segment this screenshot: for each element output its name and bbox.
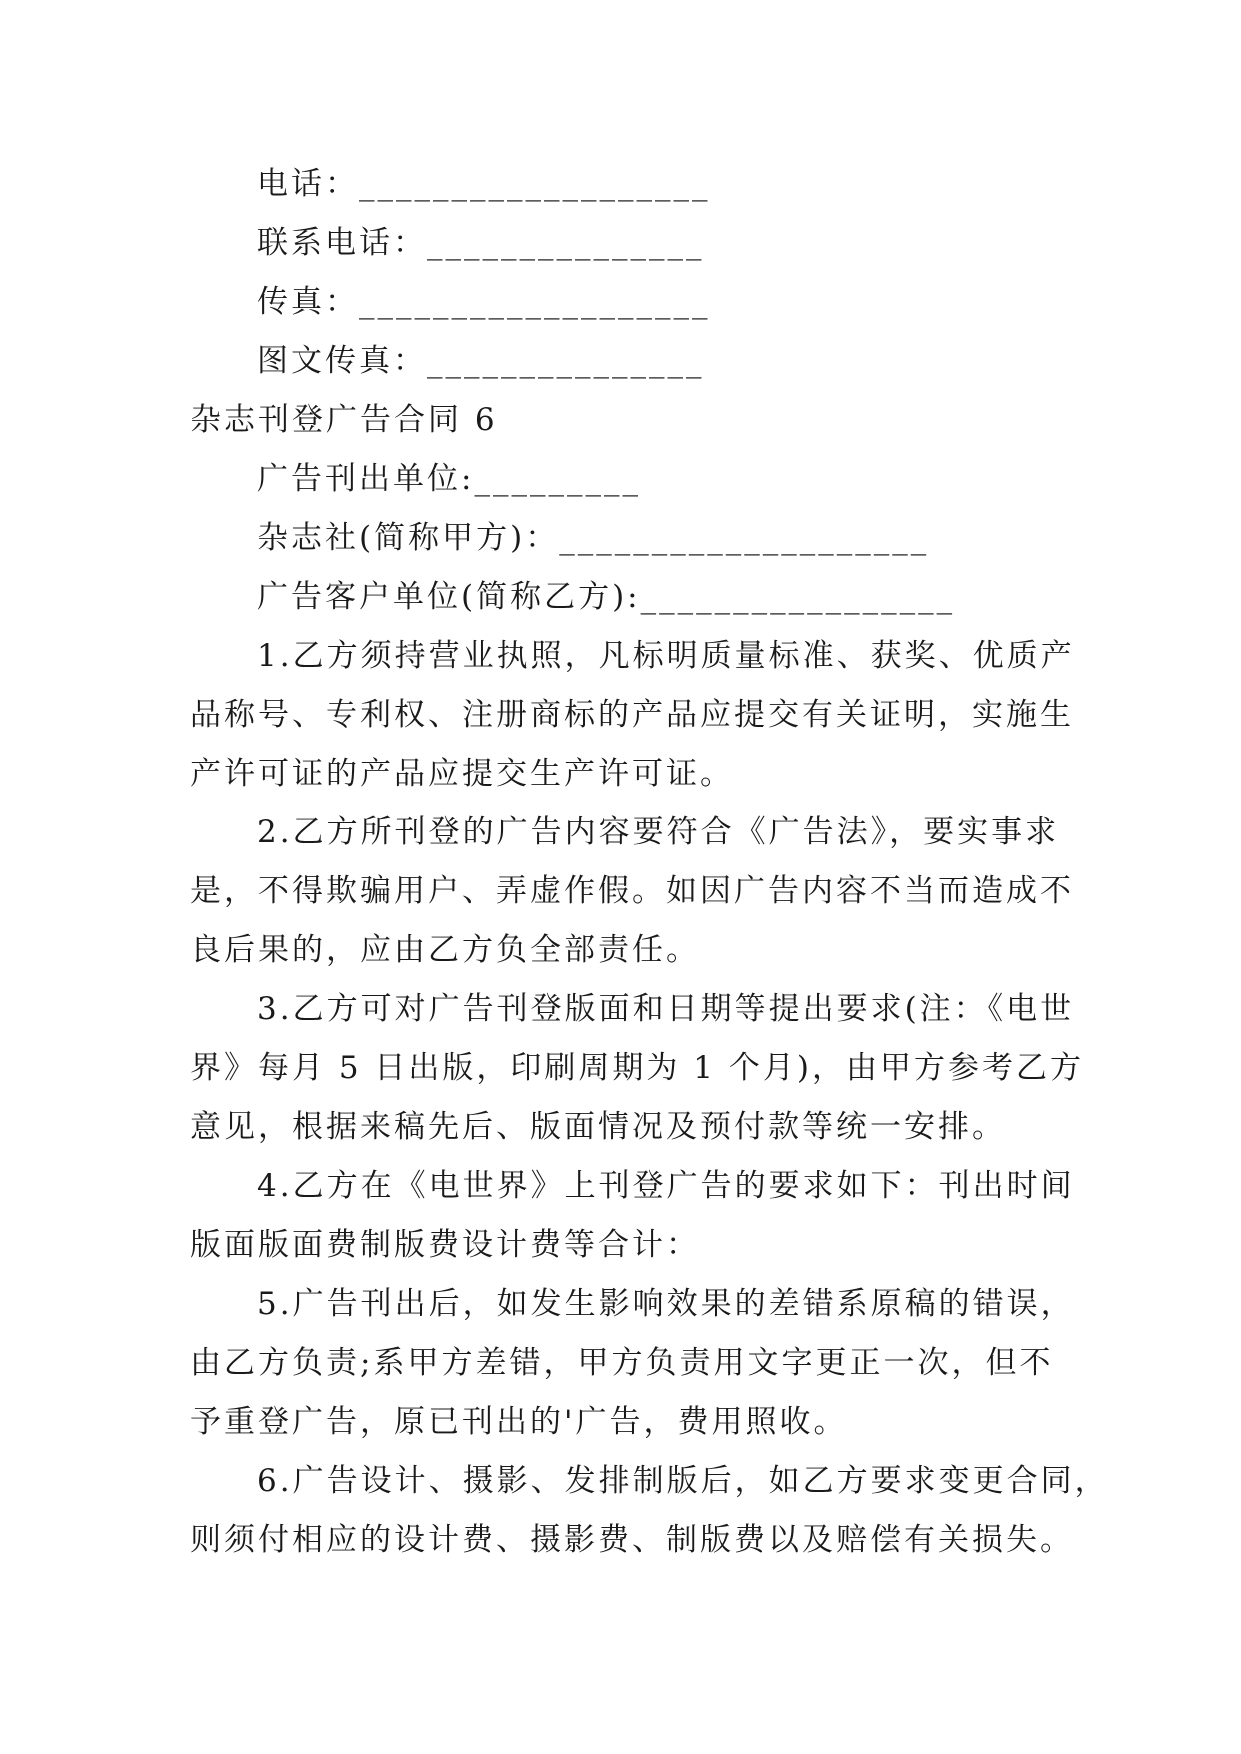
section-title: 杂志刊登广告合同 6 [190, 402, 498, 438]
clause-5-line-1: 5.广告刊出后，如发生影响效果的差错系原稿的错误， [257, 1286, 1075, 1322]
clause-4-line-2: 版面版面费制版费设计费等合计： [190, 1227, 700, 1263]
contact-phone-field: 联系电话：_______________ [257, 225, 705, 261]
clause-6-line-1: 6.广告设计、摄影、发排制版后，如乙方要求变更合同， [257, 1463, 1109, 1499]
clause-1-line-1: 1.乙方须持营业执照，凡标明质量标准、获奖、优质产 [257, 638, 1075, 674]
clause-3-line-1: 3.乙方可对广告刊登版面和日期等提出要求(注：《电世 [257, 991, 1075, 1027]
clause-6-line-2: 则须付相应的设计费、摄影费、制版费以及赔偿有关损失。 [190, 1522, 1074, 1558]
image-fax-field: 图文传真：_______________ [257, 343, 705, 379]
clause-1-line-3: 产许可证的产品应提交生产许可证。 [190, 756, 734, 792]
publisher-unit-field: 广告刊出单位:_________ [257, 461, 641, 497]
party-a-field: 杂志社(简称甲方)：____________________ [257, 520, 930, 556]
clause-2-line-2: 是，不得欺骗用户、弄虚作假。如因广告内容不当而造成不 [190, 873, 1074, 909]
clause-3-line-3: 意见，根据来稿先后、版面情况及预付款等统一安排。 [190, 1109, 1006, 1145]
clause-3-line-2: 界》每月 5 日出版，印刷周期为 1 个月)，由甲方参考乙方 [190, 1050, 1084, 1086]
clause-5-line-3: 予重登广告，原已刊出的'广告，费用照收。 [190, 1404, 848, 1440]
party-b-field: 广告客户单位(简称乙方):_________________ [257, 579, 956, 615]
clause-2-line-3: 良后果的，应由乙方负全部责任。 [190, 932, 700, 968]
phone-field: 电话：___________________ [257, 166, 711, 202]
clause-5-line-2: 由乙方负责;系甲方差错，甲方负责用文字更正一次，但不 [190, 1345, 1054, 1381]
fax-field: 传真：___________________ [257, 284, 711, 320]
clause-1-line-2: 品称号、专利权、注册商标的产品应提交有关证明，实施生 [190, 697, 1074, 733]
clause-4-line-1: 4.乙方在《电世界》上刊登广告的要求如下：刊出时间 [257, 1168, 1075, 1204]
clause-2-line-1: 2.乙方所刊登的广告内容要符合《广告法》，要实事求 [257, 814, 1060, 850]
